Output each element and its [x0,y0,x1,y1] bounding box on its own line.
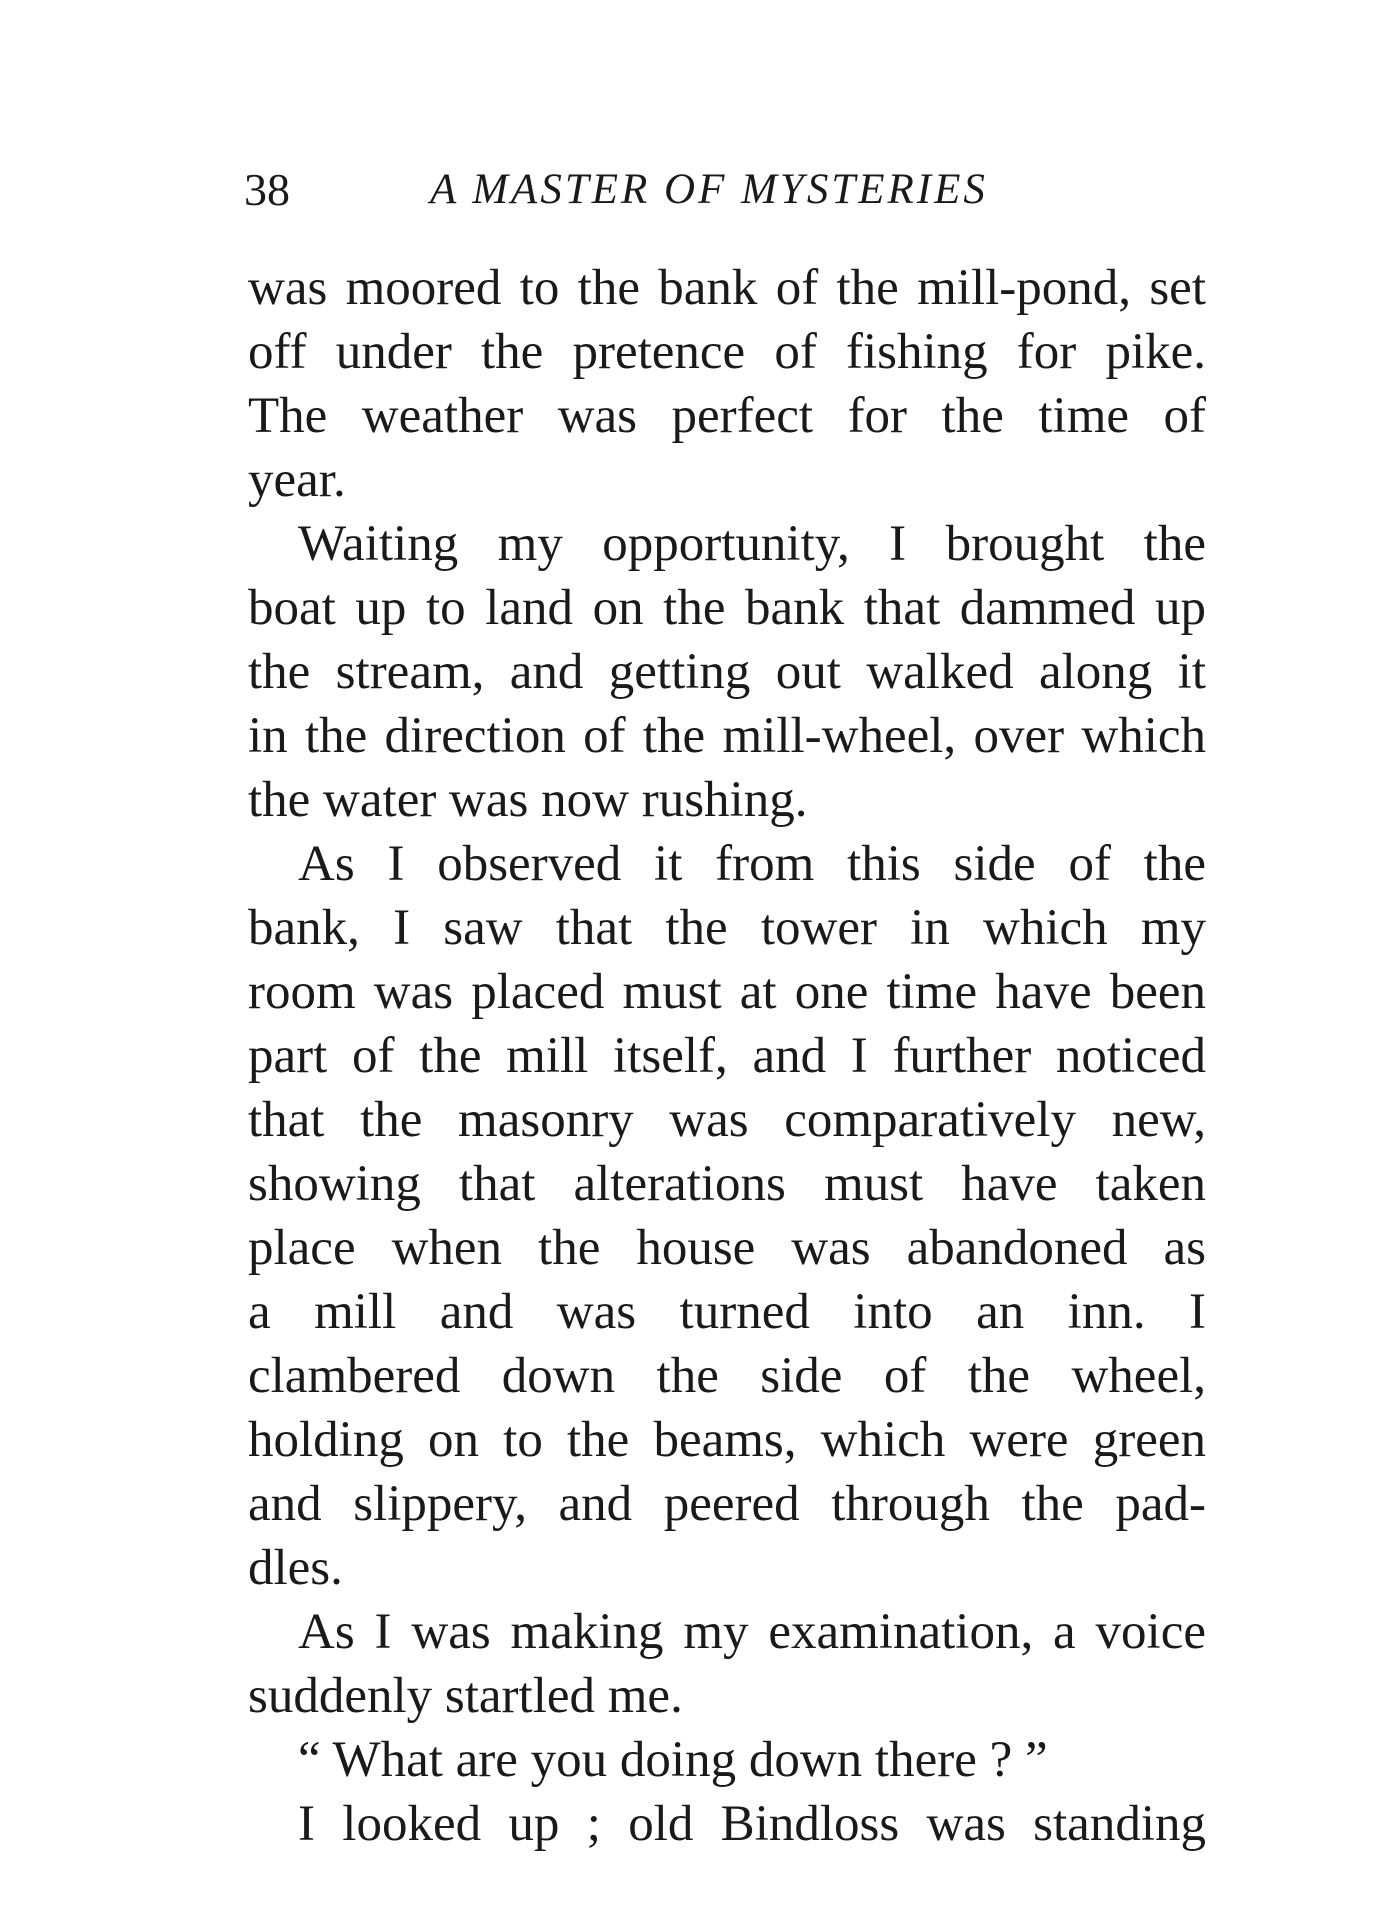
text-line: off under the pretence of fishing for pike. [248,324,1206,380]
text-line: in the direction of the mill-wheel, over which [248,708,1206,764]
text-line: place when the house was abandoned as [248,1220,1206,1276]
text-line: a mill and was turned into an inn. I [248,1284,1206,1340]
text-line: The weather was perfect for the time of [248,388,1206,444]
text-line: As I was making my examination, a voice [298,1604,1206,1660]
text-line: boat up to land on the bank that dammed up [248,580,1206,636]
text-line: part of the mill itself, and I further noticed [248,1028,1206,1084]
page-header [244,160,1204,220]
text-line: that the masonry was comparatively new, [248,1092,1206,1148]
running-title: A MASTER OF MYSTERIES [430,166,988,213]
text-line: As I observed it from this side of the [298,836,1206,892]
text-line: was moored to the bank of the mill-pond, set [248,260,1206,316]
text-line: the stream, and getting out walked along it [248,644,1206,700]
text-line: suddenly startled me. [248,1668,683,1724]
text-line: holding on to the beams, which were green [248,1412,1206,1468]
text-line: year. [248,452,346,508]
text-line: showing that alterations must have taken [248,1156,1206,1212]
text-line: I looked up ; old Bindloss was standing [298,1796,1206,1852]
page-number: 38 [244,164,290,215]
text-line: and slippery, and peered through the pad- [248,1476,1206,1532]
text-line: clambered down the side of the wheel, [248,1348,1206,1404]
body-text [248,256,1206,1856]
text-line: room was placed must at one time have been [248,964,1206,1020]
text-line: Waiting my opportunity, I brought the [298,516,1206,572]
text-line: “ What are you doing down there ? ” [298,1732,1048,1788]
text-line: dles. [248,1540,343,1596]
text-line: bank, I saw that the tower in which my [248,900,1206,956]
text-line: the water was now rushing. [248,772,808,828]
